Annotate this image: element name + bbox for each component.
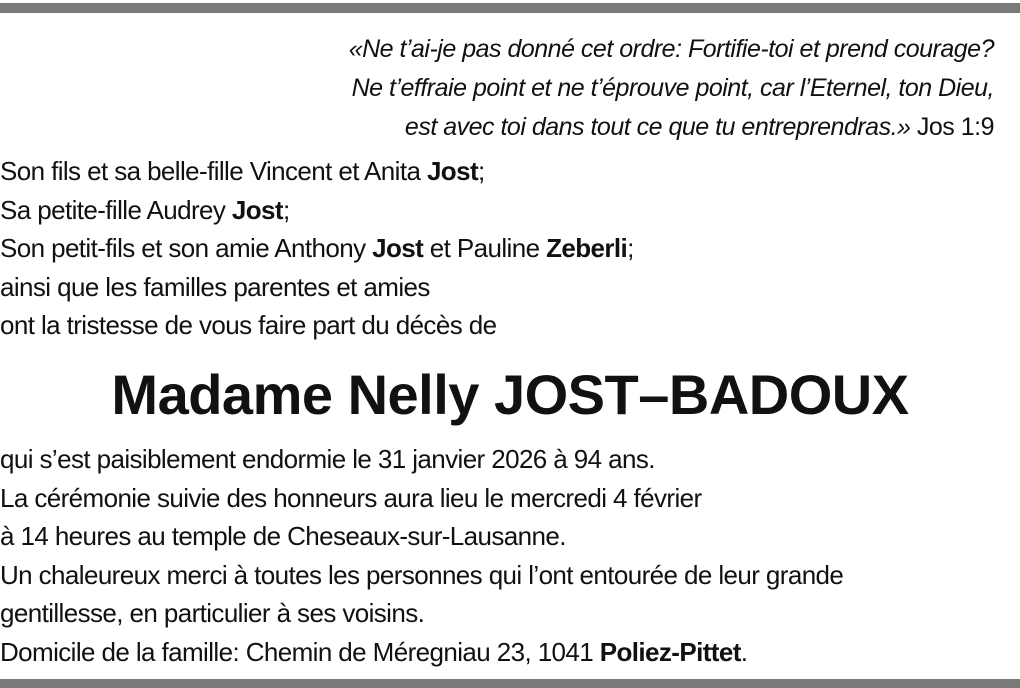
family-line xyxy=(0,152,634,191)
family-announcement xyxy=(0,152,634,345)
verse-reference: Jos 1:9 xyxy=(916,113,994,141)
verse-line-2 xyxy=(349,69,994,108)
family-text: Sa petite-fille Audrey xyxy=(0,194,232,225)
family-line: ont la tristesse de vous faire part du décès de xyxy=(0,310,497,340)
verse-text: Ne t’effraie point et ne t’éprouve point, car l’Eternel, ton Dieu, xyxy=(351,74,994,102)
family-line: ainsi que les familles parentes et amies xyxy=(0,271,430,302)
family-text: ; xyxy=(478,156,485,186)
family-surname: Zeberli xyxy=(546,233,628,263)
address-text: Domicile de la famille: Chemin de Méregniau 23, 1041 xyxy=(0,636,600,667)
details-line: Un chaleureux merci à toutes les personnes qui l’ont entourée de leur grande xyxy=(0,559,844,590)
details-line: gentillesse, en particulier à ses voisins. xyxy=(0,598,425,628)
address-text: . xyxy=(740,636,748,667)
verse-line-1 xyxy=(349,30,994,69)
family-surname: Jost xyxy=(426,156,478,186)
family-text: ; xyxy=(282,194,290,225)
family-text: ; xyxy=(627,233,634,263)
details-line: qui s’est paisiblement endormie le 31 janvier 2026 à 94 ans. xyxy=(0,444,655,474)
family-line xyxy=(0,229,634,268)
verse-line-3 xyxy=(349,108,994,147)
family-text: et Pauline xyxy=(423,233,547,263)
family-surname: Jost xyxy=(231,194,283,225)
family-line xyxy=(0,191,634,230)
ceremony-details xyxy=(0,440,843,671)
details-line xyxy=(0,633,843,672)
deceased-name: Madame Nelly JOST–BADOUX xyxy=(111,363,909,426)
verse-text: est avec toi dans tout ce que tu entreprendras.» xyxy=(404,113,911,141)
bottom-divider xyxy=(0,679,1020,688)
details-line: à 14 heures au temple de Cheseaux-sur-Lausanne. xyxy=(0,521,566,551)
family-text: Son fils et sa belle-fille Vincent et Anita xyxy=(0,156,427,186)
top-divider xyxy=(0,3,1020,13)
family-surname: Jost xyxy=(372,233,424,263)
bible-verse xyxy=(349,30,994,147)
address-locality: Poliez-Pittet xyxy=(599,636,741,667)
family-text: Son petit-fils et son amie Anthony xyxy=(0,233,373,263)
verse-text: «Ne t’ai-je pas donné cet ordre: Fortifie-toi et prend courage? xyxy=(348,35,994,63)
details-line: La cérémonie suivie des honneurs aura lieu le mercredi 4 février xyxy=(0,482,702,513)
